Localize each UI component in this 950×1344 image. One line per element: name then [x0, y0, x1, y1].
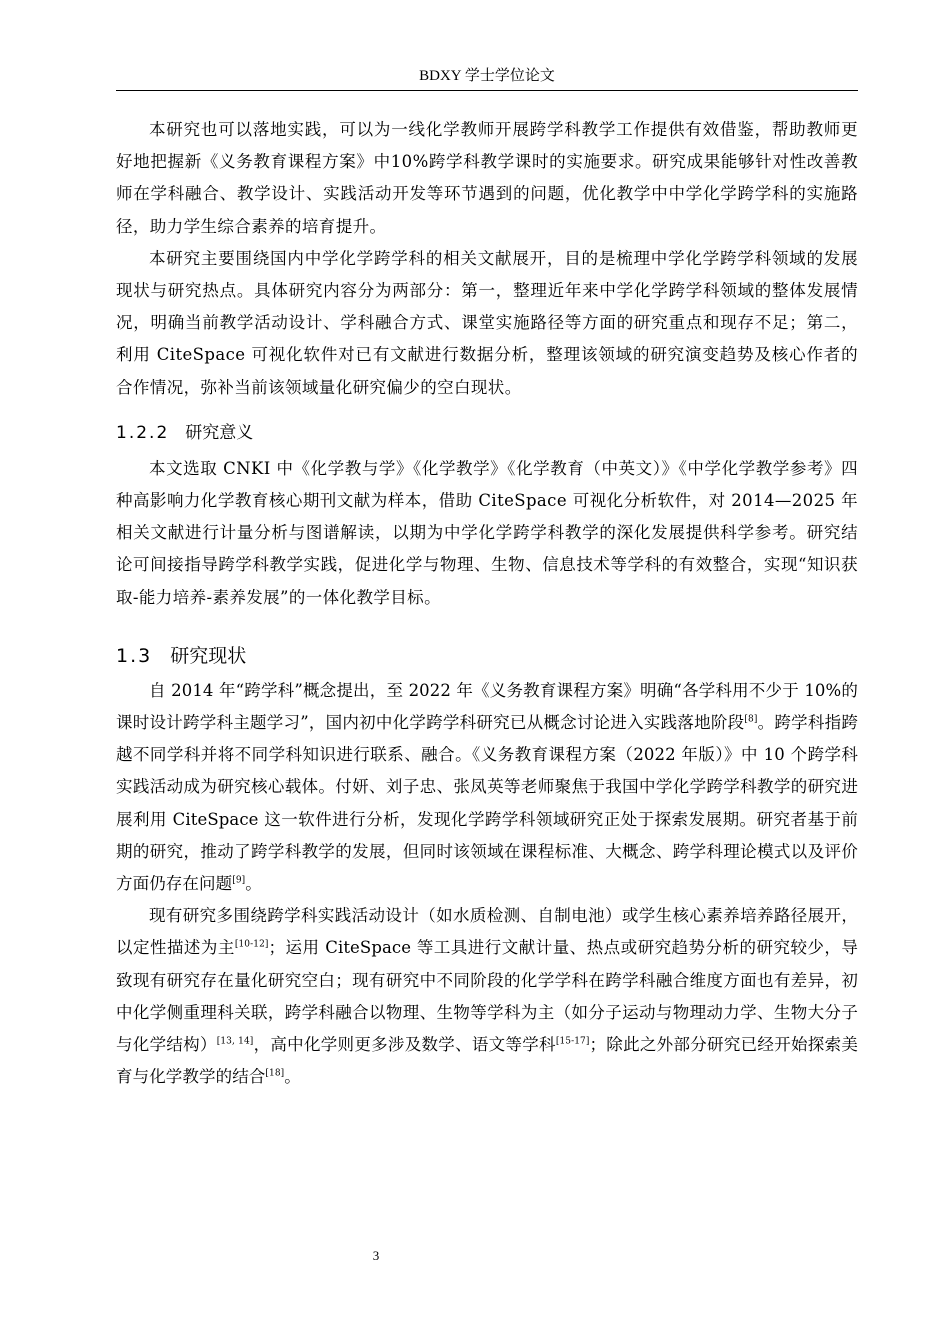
page-number: 3	[372, 1248, 380, 1263]
significance-paragraph: 本文选取 CNKI 中《化学教与学》《化学教学》《化学教育（中英文）》《中学化学教学参考》四种高影响力化学教育核心期刊文献为样本，借助 CiteSpace 可视化分析软件，对 2014—2025 年相关文献进行计量分析与图谱解读，以期为中学化学跨学科教学的深化发展提供科学参考。研究结论可间接指导跨学科教学实践，促进化学与物理、生物、信息技术等学科的有效整合，实现“知识获取-能力培养-素养发展”的一体化教学目标。	[116, 458, 858, 607]
paragraph-text: 现有研究多围绕跨学科实践活动设计（如水质检测、自制电池）或学生核心素养培养路径展开，以定性描述为主	[116, 906, 858, 958]
intro-paragraph-2: 本研究主要围绕国内中学化学跨学科的相关文献展开，目的是梳理中学化学跨学科领域的发展现状与研究热点。具体研究内容分为两部分：第一，整理近年来中学化学跨学科领域的整体发展情况，明确当前教学活动设计、学科融合方式、课堂实施路径等方面的研究重点和现存不足；第二，利用 CiteSpace 可视化软件对已有文献进行数据分析，整理该领域的研究演变趋势及核心作者的合作情况，弥补当前该领域量化研究偏少的空白现状。	[116, 248, 858, 397]
citation-ref: [15-17]	[555, 1036, 590, 1047]
paragraph-text: 。跨学科指跨越不同学科并将不同学科知识进行联系、融合。《义务教育课程方案（2022 年版）》中 10 个跨学科实践活动成为研究核心载体。付妍、刘子忠、张凤英等老师聚焦于我国中学化学跨学科教学的研究进展利用 CiteSpace 这一软件进行分析，发现化学跨学科领域研究正处于探索发展期。研究者基于前期的研究，推动了跨学科教学的发展，但同时该领域在课程标准、大概念、跨学科理论模式以及评价方面仍存在问题	[116, 713, 858, 894]
paragraph-text: 。	[284, 1067, 301, 1087]
paragraph-text: ，高中化学则更多涉及数学、语文等学科	[253, 1035, 556, 1055]
body-content	[116, 114, 858, 1093]
status-paragraph-2	[116, 900, 858, 1093]
paragraph-text: 。	[245, 874, 262, 894]
section-heading-1-3	[116, 644, 858, 668]
running-header: BDXY 学士学位论文	[419, 68, 555, 84]
section-title: 研究意义	[185, 422, 254, 443]
section-number: 1.3	[116, 644, 153, 667]
paragraph-text: ；除此之外部分研究已经开始探索美育与化学教学的结合	[116, 1035, 858, 1087]
intro-paragraph-1: 本研究也可以落地实践，可以为一线化学教师开展跨学科教学工作提供有效借鉴，帮助教师更好地把握新《义务教育课程方案》中10%跨学科教学课时的实施要求。研究成果能够针对性改善教师在学科融合、教学设计、实践活动开发等环节遇到的问题，优化教学中中学化学跨学科的实施路径，助力学生综合素养的培育提升。	[116, 120, 858, 236]
section-number: 1.2.2	[116, 422, 170, 443]
paragraph-text: 自 2014 年“跨学科”概念提出，至 2022 年《义务教育课程方案》明确“各学科用不少于 10%的课时设计跨学科主题学习”，国内初中化学跨学科研究已从概念讨论进入实践落地阶段	[116, 680, 858, 733]
section-title: 研究现状	[170, 644, 247, 667]
header-rule	[116, 90, 858, 91]
citation-ref: [10-12]	[234, 939, 269, 950]
paragraph-text: ；运用 CiteSpace 等工具进行文献计量、热点或研究趋势分析的研究较少，导致现有研究存在量化研究空白；现有研究中不同阶段的化学学科在跨学科融合维度方面也有差异，初中化学侧重理科关联，跨学科融合以物理、生物等学科为主（如分子运动与物理动力学、生物大分子与化学结构）	[116, 938, 858, 1055]
citation-ref: [9]	[232, 875, 246, 886]
status-paragraph-1	[116, 675, 858, 900]
citation-ref: [8]	[744, 714, 758, 725]
section-heading-1-2-2	[116, 422, 858, 444]
citation-ref: [18]	[265, 1068, 285, 1079]
citation-ref: [13, 14]	[216, 1036, 254, 1047]
